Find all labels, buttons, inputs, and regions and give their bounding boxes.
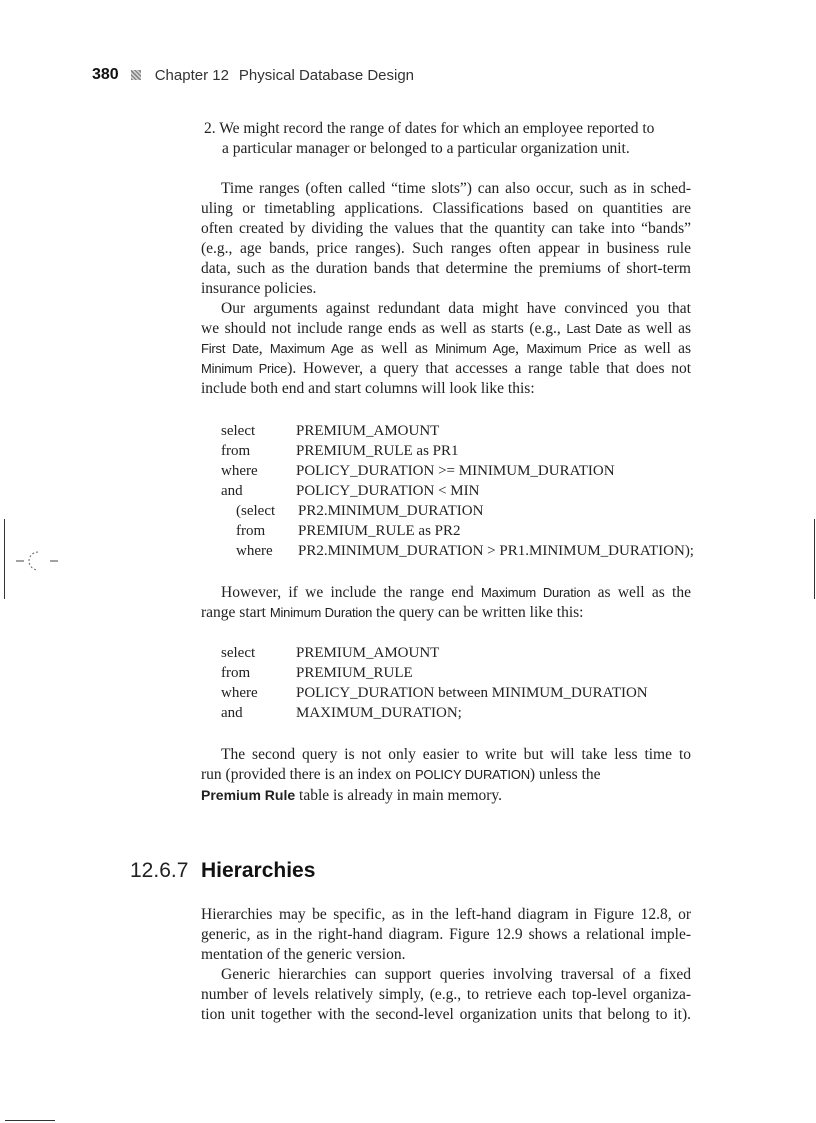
column-name: Minimum Duration (269, 605, 373, 620)
sql-expression: PREMIUM_RULE as PR2 (298, 523, 461, 539)
text-line: range start Minimum Duration the query can be written like this: (201, 604, 584, 621)
column-name: POLICY DURATION (414, 767, 530, 782)
column-name: Last Date (566, 321, 622, 336)
paragraph-redundant-data (201, 299, 691, 399)
crop-mark-right (814, 519, 815, 599)
text-line: Hierarchies may be specific, as in the left-hand diagram in Figure 12.8, or (201, 906, 691, 923)
text-line: mentation of the generic version. (201, 946, 406, 963)
page-number: 380 (92, 66, 119, 83)
paragraph-second-query (201, 745, 691, 805)
chapter-number: Chapter 12 (154, 66, 229, 84)
crop-mark-bottom (5, 1120, 55, 1121)
list-item-line: a particular manager or belonged to a particular organization unit. (222, 140, 630, 157)
paragraph-range-end (201, 583, 691, 623)
list-item-text: We might record the range of dates for which an employee reported to (219, 120, 655, 137)
square-bullet-icon (131, 70, 141, 80)
section-title: Hierarchies (201, 859, 316, 882)
text-line: Time ranges (often called “time slots”) can also occur, such as in sched- (221, 180, 691, 197)
chapter-title: Physical Database Design (238, 66, 415, 84)
registration-mark-icon (12, 548, 62, 574)
column-name: Minimum Price (201, 361, 288, 376)
text-line: Minimum Price). However, a query that accesses a range table that does not (201, 360, 691, 377)
text-line: First Date, Maximum Age as well as Minimum Age, Maximum Price as well as (201, 340, 692, 357)
text-line: generic, as in the right-hand diagram. Figure 12.9 shows a relational imple- (201, 926, 691, 943)
sql-expression: PR2.MINIMUM_DURATION (298, 503, 484, 519)
chapter-label (155, 67, 414, 84)
text-line: run (provided there is an index on POLICY DURATION) unless the (201, 766, 601, 783)
crop-mark-left (4, 519, 5, 599)
sql-expression: PREMIUM_AMOUNT (296, 645, 440, 661)
sql-expression: PREMIUM_AMOUNT (296, 423, 440, 439)
list-number: 2. (204, 120, 216, 137)
sql-expression: POLICY_DURATION >= MINIMUM_DURATION (296, 463, 615, 479)
sql-expression: POLICY_DURATION < MIN (296, 483, 480, 499)
table-name: Premium Rule (201, 787, 296, 803)
sql-keyword: where (236, 543, 273, 559)
column-name: Maximum Age (269, 341, 354, 356)
sql-keyword: where (221, 463, 258, 479)
text-line: However, if we include the range end Maximum Duration as well as the (221, 584, 691, 601)
text-line: The second query is not only easier to write but will take less time to (221, 746, 691, 763)
text-line: include both end and start columns will look like this: (201, 380, 535, 397)
sql-keyword: from (221, 665, 251, 681)
sql-expression: PREMIUM_RULE (296, 665, 413, 681)
sql-expression: PR2.MINIMUM_DURATION > PR1.MINIMUM_DURATION); (298, 543, 694, 559)
sql-keyword: (select (236, 503, 276, 519)
text-line: (e.g., age bands, price ranges). Such ranges often appear in business rule (201, 240, 691, 257)
sql-keyword: select (221, 423, 256, 439)
text-line: uling or timetabling applications. Classifications based on quantities are (201, 200, 691, 217)
column-name: Maximum Duration (481, 585, 591, 600)
paragraph-hierarchies (201, 905, 691, 965)
sql-expression: MAXIMUM_DURATION; (296, 705, 462, 721)
sql-keyword: from (221, 443, 251, 459)
column-name: First Date (201, 341, 259, 356)
text-line: insurance policies. (201, 280, 317, 297)
text-line: Our arguments against redundant data might have convinced you that (221, 300, 691, 317)
text-line: Premium Rule table is already in main memory. (201, 787, 503, 804)
text-line: tion unit together with the second-level organization units that belong to it). (201, 1006, 691, 1023)
section-number: 12.6.7 (130, 859, 189, 882)
running-head (92, 63, 414, 87)
sql-keyword: where (221, 685, 258, 701)
paragraph-time-ranges (201, 179, 691, 299)
sql-keyword: and (221, 483, 243, 499)
text-line: Generic hierarchies can support queries involving traversal of a fixed (221, 966, 691, 983)
text-line: we should not include range ends as well as starts (e.g., Last Date as well as (201, 320, 691, 337)
column-name: Maximum Price (526, 341, 617, 356)
sql-keyword: select (221, 645, 256, 661)
column-name: Minimum Age (435, 341, 516, 356)
paragraph-generic-hierarchies (201, 965, 691, 1025)
sql-expression: POLICY_DURATION between MINIMUM_DURATION (296, 685, 648, 701)
sql-keyword: and (221, 705, 243, 721)
list-item-2 (201, 119, 691, 159)
list-item-line (201, 119, 691, 139)
sql-keyword: from (236, 523, 266, 539)
sql-expression: PREMIUM_RULE as PR1 (296, 443, 459, 459)
text-line: often created by dividing the values that the quantity can take into “bands” (201, 220, 691, 237)
text-line: number of levels relatively simply, (e.g., to retrieve each top-level organiza- (201, 986, 691, 1003)
text-line: data, such as the duration bands that determine the premiums of short-term (201, 260, 691, 277)
